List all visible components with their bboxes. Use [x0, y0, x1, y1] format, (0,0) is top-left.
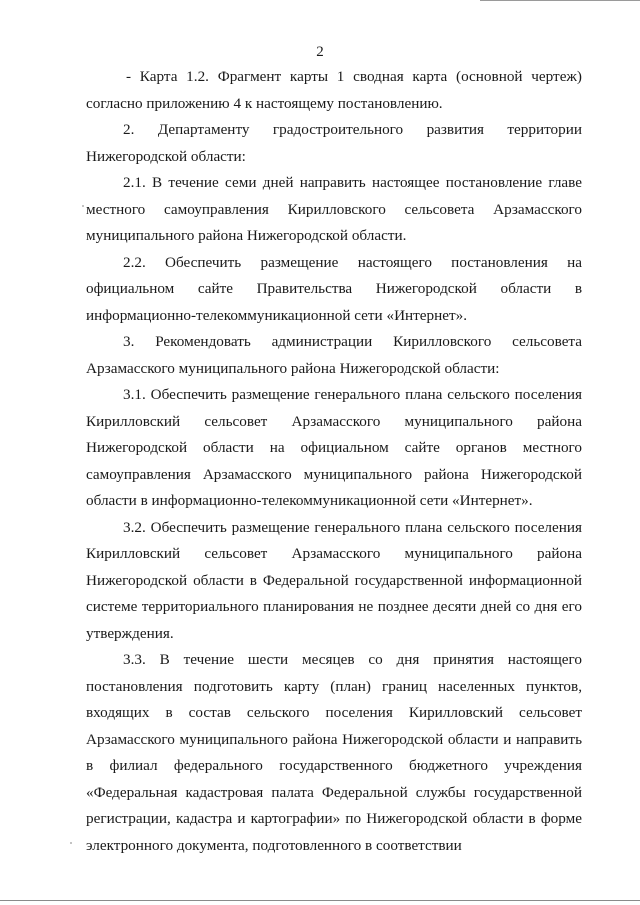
paragraph-3-2: 3.2. Обеспечить размещение генерального плана сельского поселения Кирилловский сельсовет Арзамасского муниципального района Нижегородской области в Федеральной государственной информационной системе территориального планирования не позднее десяти дней со дня его утверждения.: [86, 518, 582, 642]
scan-edge-line: [480, 0, 640, 1]
paragraph-3: 3. Рекомендовать администрации Кирилловского сельсовета Арзамасского муниципального района Нижегородской области:: [86, 333, 582, 377]
scan-edge-line: [0, 900, 640, 901]
paragraph-2-2: 2.2. Обеспечить размещение настоящего постановления на официальном сайте Правительства Нижегородской области в информационно-телекоммуникационной сети «Интернет».: [86, 253, 582, 324]
page-number: 2: [316, 44, 324, 60]
document-body: [86, 64, 582, 859]
paragraph-2: 2. Департаменту градостроительного развития территории Нижегородской области:: [86, 121, 582, 165]
scan-speck: [82, 205, 84, 207]
paragraph-3-3: 3.3. В течение шести месяцев со дня принятия настоящего постановления подготовить карту (план) границ населенных пунктов, входящих в состав сельского поселения Кирилловский сельсовет Арзамасского муниципального района Нижегородской области и направить в филиал федерального государственного бюджетного учреждения «Федеральная кадастровая палата Федеральной службы государственной регистрации, кадастра и картографии» по Нижегородской области в форме электронного документа, подготовленного в соответствии: [86, 651, 582, 854]
scan-speck: [70, 842, 72, 844]
paragraph-map-1-2: - Карта 1.2. Фрагмент карты 1 сводная карта (основной чертеж) согласно приложению 4 к настоящему постановлению.: [86, 68, 582, 112]
paragraph-3-1: 3.1. Обеспечить размещение генерального плана сельского поселения Кирилловский сельсовет Арзамасского муниципального района Нижегородской области на официальном сайте органов местного самоуправления Арзамасского муниципального района Нижегородской области в информационно-телекоммуникационной сети «Интернет».: [86, 386, 582, 509]
paragraph-2-1: 2.1. В течение семи дней направить настоящее постановление главе местного самоуправления Кирилловского сельсовета Арзамасского муниципального района Нижегородской области.: [86, 174, 582, 244]
